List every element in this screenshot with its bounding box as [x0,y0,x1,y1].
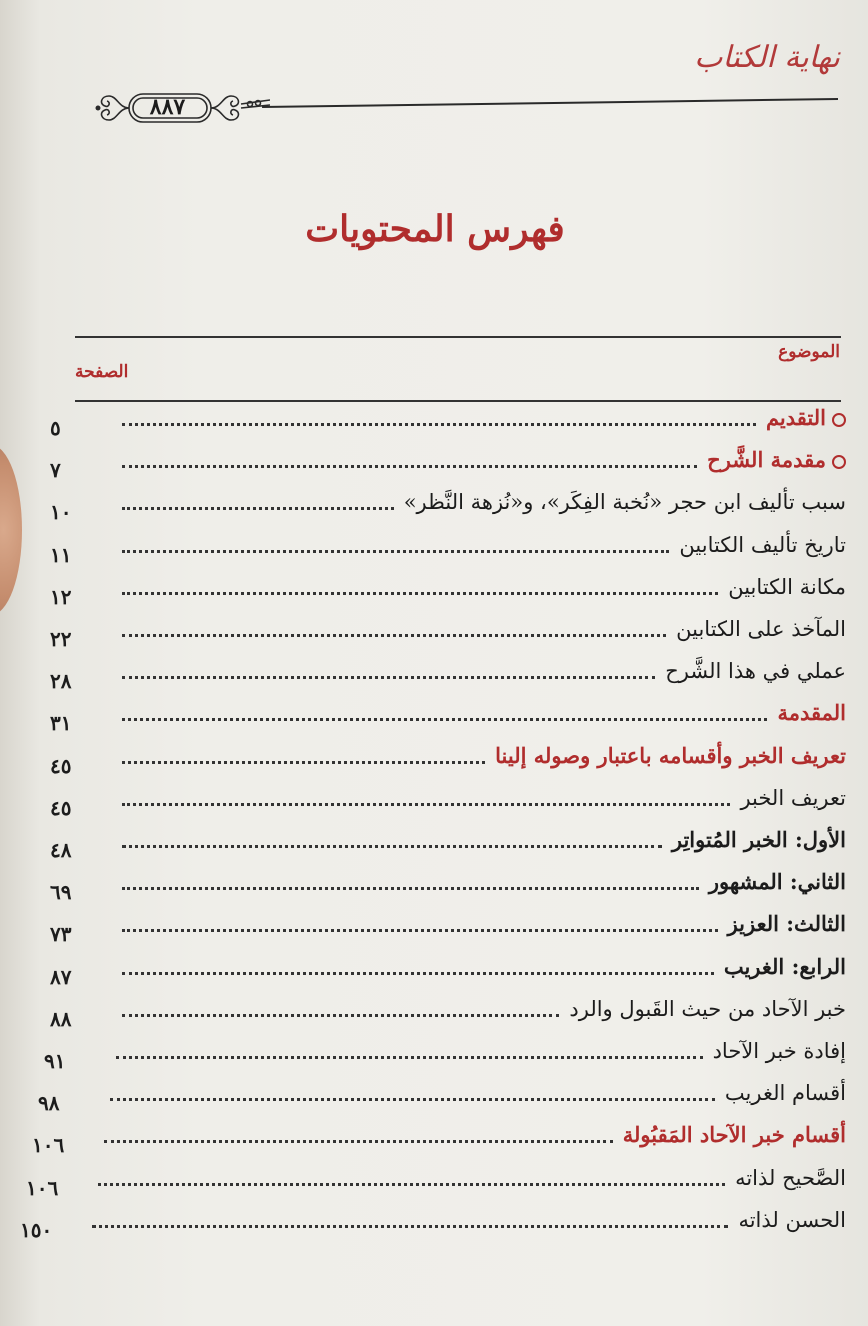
toc-entry-page: ١٥٠ [20,1217,53,1242]
toc-entry-page: ٨٨ [50,1006,72,1031]
toc-entry-page: ٢٢ [50,627,72,651]
column-header-page: الصفحة [75,362,129,382]
dot-leader [116,1056,703,1059]
toc-entry-title [404,486,846,518]
circle-bullet-icon [832,413,846,427]
toc-entry [0,1119,868,1159]
toc-entry [0,1035,868,1075]
toc-entry-title [766,402,846,434]
toc-entry-title [672,824,846,856]
toc-entry-title [707,444,846,476]
toc-entry [0,951,868,991]
toc-entry-label: الحسن لذاته [738,1207,846,1232]
toc-entry-title [777,697,846,729]
toc-entry-title [679,529,846,561]
toc-entry-label: سبب تأليف ابن حجر «نُخبة الفِكَر»، و«نُزهة النَّظر» [403,490,846,515]
toc-entry-label: أقسام خبر الآحاد المَقبُولة [622,1122,846,1148]
page-number: ٨٨٧ [149,94,186,120]
toc-entry-title [709,866,846,898]
dot-leader [104,1140,613,1143]
toc-entry [0,1162,868,1202]
toc-entry-label: خبر الآحاد من حيث القَبول والرد [569,996,846,1021]
dot-leader [122,465,697,468]
toc-entry-page: ٨٧ [50,964,72,989]
toc-entry-title [740,782,846,814]
running-title: نهاية الكتاب [694,40,840,75]
toc-entry [0,1077,868,1117]
toc-entry [0,782,868,822]
toc-entry-label: الصَّحيح لذاته [735,1165,846,1190]
toc-entry-title [665,655,846,687]
circle-bullet-icon [832,455,846,469]
toc-entry [0,697,868,737]
toc-entry-label: إفادة خبر الآحاد [712,1039,846,1063]
toc-entry [0,655,868,695]
toc-entry [0,866,868,906]
dot-leader [98,1183,725,1186]
dot-leader [122,929,718,932]
toc-entry-label: عملي في هذا الشَّرح [665,659,846,684]
dot-leader [122,592,718,595]
toc-entry [0,571,868,611]
toc-entry [0,444,868,484]
dot-leader [122,887,699,890]
table-top-rule [75,336,841,338]
toc-entry-title [713,1035,846,1067]
toc-entry-page: ٢٨ [50,669,72,694]
dot-leader [122,676,655,679]
toc-entry-title [495,740,846,772]
toc-entry-page: ٤٨ [50,838,72,862]
toc-entry-title [735,1162,846,1194]
toc-entry [0,402,868,442]
toc-entry-label: التقديم [765,405,826,430]
toc-entry-label: الثالث: العزيز [727,911,846,937]
toc-entry-title [738,1204,846,1236]
toc-entry-label: أقسام الغريب [724,1081,846,1106]
dot-leader [122,803,730,806]
toc-entry-label: تعريف الخبر وأقسامه باعتبار وصوله إلينا [495,742,846,768]
toc-entry-title [728,908,846,940]
dot-leader [122,507,394,510]
toc-entry-label: الرابع: الغريب [723,953,846,979]
toc-entry-label: المآخذ على الكتابين [676,617,846,641]
toc-entry [0,486,868,526]
toc-entry-title [569,993,846,1025]
toc-entry [0,993,868,1033]
toc-entry-label: تاريخ تأليف الكتابين [679,532,846,557]
toc-entry-label: مكانة الكتابين [728,574,846,599]
toc-entry [0,613,868,653]
toc-entry-title [676,613,846,645]
toc-entry [0,824,868,864]
page-title: فهرس المحتويات [305,208,565,250]
toc-entry-page: ١٠ [50,500,72,525]
toc-entry-page: ٣١ [50,711,72,736]
toc-entry-label: مقدمة الشَّرح [707,447,826,473]
toc-entry-title [724,951,846,983]
dot-leader [122,423,756,426]
column-header-subject: الموضوع [778,342,840,362]
dot-leader [122,1014,559,1017]
toc-entry-page: ١٠٦ [32,1133,65,1158]
toc-entry [0,1204,868,1244]
dot-leader [110,1098,715,1101]
toc-entry-label: المقدمة [777,700,846,726]
toc-entry [0,908,868,948]
toc-entry-title [728,571,846,603]
toc-entry-page: ٩٨ [38,1091,60,1116]
toc-entry-label: تعريف الخبر [740,785,846,810]
toc-entry-page: ٧ [50,458,61,483]
toc-entry-page: ١٠٦ [26,1175,59,1200]
toc-entry [0,740,868,780]
toc-entry-page: ٩١ [44,1049,66,1073]
dot-leader [122,845,662,848]
header-rule [262,98,838,108]
toc-entry-title [623,1119,846,1151]
dot-leader [92,1225,728,1228]
dot-leader [122,718,767,721]
toc-entry-page: ٥ [50,416,61,440]
dot-leader [122,634,666,637]
toc-entry-page: ٤٥ [50,753,72,778]
toc-entry-page: ١١ [50,542,72,567]
toc-entry-page: ١٢ [50,584,72,609]
toc-entry [0,529,868,569]
toc-entry-title [725,1077,846,1109]
dot-leader [122,761,485,764]
toc-entry-page: ٤٥ [50,795,72,820]
dot-leader [122,550,669,553]
toc-entry-page: ٦٩ [50,880,72,905]
toc-entry-page: ٧٣ [50,922,72,947]
toc-entry-label: الأول: الخبر المُتواتِر [671,827,846,852]
dot-leader [122,972,714,975]
toc-entry-label: الثاني: المشهور [708,869,846,895]
